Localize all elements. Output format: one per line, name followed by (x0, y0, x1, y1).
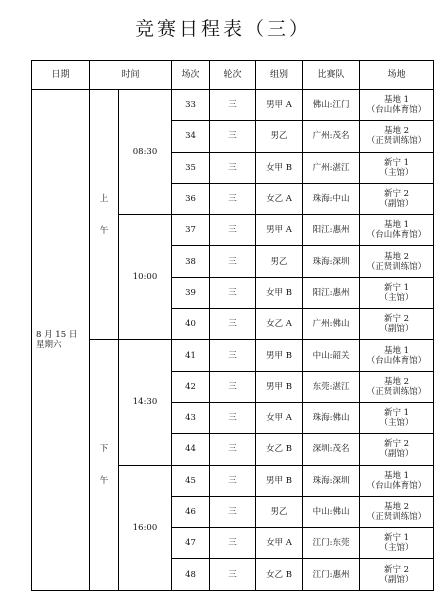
match-no: 44 (172, 434, 210, 465)
teams: 深圳:茂名 (303, 434, 360, 465)
venue (360, 559, 434, 590)
teams: 广州:湛江 (303, 152, 360, 183)
venue (360, 246, 434, 277)
period-am (90, 90, 119, 340)
period-am-char-2: 午 (99, 225, 109, 236)
group: 男甲 B (256, 340, 303, 371)
teams: 东莞:湛江 (303, 371, 360, 402)
match-no: 35 (172, 152, 210, 183)
venue-name: 基地 2 (383, 251, 410, 262)
match-no: 34 (172, 121, 210, 152)
teams: 江门:惠州 (303, 559, 360, 590)
match-no: 36 (172, 183, 210, 214)
match-no: 39 (172, 277, 210, 308)
venue-detail: （正贤训练馆） (366, 512, 427, 522)
teams: 中山:佛山 (303, 496, 360, 527)
group: 女甲 A (256, 528, 303, 559)
header-match-no: 场次 (172, 61, 210, 90)
match-no: 38 (172, 246, 210, 277)
teams: 广州:佛山 (303, 309, 360, 340)
venue-detail: （正贤训练馆） (366, 136, 427, 147)
venue (360, 371, 434, 402)
group: 女乙 A (256, 183, 303, 214)
date-cell (32, 90, 90, 591)
venue (360, 465, 434, 496)
header-teams: 比赛队 (303, 61, 360, 90)
venue-detail: （副馆） (379, 324, 414, 335)
match-no: 46 (172, 496, 210, 527)
venue-name: 基地 1 (383, 220, 410, 231)
venue-name: 新宁 1 (383, 282, 410, 293)
teams: 阳江:惠州 (303, 277, 360, 308)
header-time: 时间 (90, 61, 172, 90)
round: 三 (210, 559, 256, 590)
venue (360, 183, 434, 214)
group: 男甲 A (256, 90, 303, 121)
round: 三 (210, 215, 256, 246)
teams: 珠海:深圳 (303, 246, 360, 277)
venue-detail: （主馆） (379, 167, 414, 178)
round: 三 (210, 152, 256, 183)
round: 三 (210, 434, 256, 465)
venue-detail: （副馆） (379, 199, 414, 210)
match-no: 42 (172, 371, 210, 402)
round: 三 (210, 528, 256, 559)
group: 男乙 (256, 121, 303, 152)
teams: 江门:东莞 (303, 528, 360, 559)
venue-name: 新宁 1 (383, 533, 410, 544)
header-venue: 场地 (360, 61, 434, 90)
venue-detail: （正贤训练馆） (366, 386, 427, 397)
venue (360, 277, 434, 308)
venue (360, 496, 434, 527)
round: 三 (210, 496, 256, 527)
group: 男乙 (256, 246, 303, 277)
teams: 中山:韶关 (303, 340, 360, 371)
match-no: 40 (172, 309, 210, 340)
venue-detail: （台山体育馆） (366, 230, 427, 241)
match-no: 47 (172, 528, 210, 559)
round: 三 (210, 371, 256, 402)
match-no: 41 (172, 340, 210, 371)
round: 三 (210, 121, 256, 152)
teams: 广州:茂名 (303, 121, 360, 152)
group: 女甲 B (256, 152, 303, 183)
venue-name: 新宁 1 (383, 157, 410, 168)
round: 三 (210, 465, 256, 496)
time-slot: 14:30 (119, 340, 172, 465)
venue-name: 基地 2 (383, 502, 410, 512)
header-round: 轮次 (210, 61, 256, 90)
venue-detail: （正贤训练馆） (366, 261, 427, 272)
round: 三 (210, 246, 256, 277)
header-row (32, 61, 434, 90)
venue-name: 基地 1 (383, 470, 410, 481)
group: 男甲 A (256, 215, 303, 246)
match-no: 37 (172, 215, 210, 246)
period-pm-char-2: 午 (99, 476, 109, 487)
venue-detail: （主馆） (379, 418, 414, 429)
round: 三 (210, 309, 256, 340)
round: 三 (210, 277, 256, 308)
venue (360, 90, 434, 121)
period-pm-char-1: 下 (99, 444, 109, 455)
period-pm (90, 340, 119, 590)
round: 三 (210, 402, 256, 433)
table-row (32, 90, 434, 121)
period-am-char-1: 上 (99, 193, 109, 204)
venue (360, 152, 434, 183)
teams: 珠海:中山 (303, 183, 360, 214)
venue-name: 基地 1 (383, 345, 410, 356)
teams: 阳江:惠州 (303, 215, 360, 246)
venue (360, 215, 434, 246)
group: 女乙 A (256, 309, 303, 340)
venue-detail: （副馆） (379, 574, 414, 585)
venue-detail: （主馆） (379, 543, 414, 554)
round: 三 (210, 340, 256, 371)
time-slot: 08:30 (119, 90, 172, 215)
venue-detail: （台山体育馆） (366, 355, 427, 366)
venue-detail: （主馆） (379, 292, 414, 303)
venue (360, 121, 434, 152)
round: 三 (210, 183, 256, 214)
match-no: 48 (172, 559, 210, 590)
venue-name: 新宁 1 (383, 408, 410, 419)
match-no: 43 (172, 402, 210, 433)
group: 男甲 B (256, 371, 303, 402)
group: 男甲 B (256, 465, 303, 496)
venue (360, 402, 434, 433)
time-slot: 16:00 (119, 465, 172, 590)
venue (360, 434, 434, 465)
venue-name: 新宁 2 (383, 189, 410, 200)
round: 三 (210, 90, 256, 121)
group: 女乙 B (256, 434, 303, 465)
group: 女甲 B (256, 277, 303, 308)
venue-detail: （台山体育馆） (366, 105, 427, 116)
group: 女甲 A (256, 402, 303, 433)
header-group: 组别 (256, 61, 303, 90)
venue-detail: （台山体育馆） (366, 480, 427, 491)
date-weekday: 星期六 (36, 339, 62, 350)
date-day: 8 月 15 日 (36, 329, 78, 340)
teams: 珠海:深圳 (303, 465, 360, 496)
group: 女乙 B (256, 559, 303, 590)
venue (360, 309, 434, 340)
venue-name: 新宁 2 (383, 439, 410, 450)
match-no: 33 (172, 90, 210, 121)
header-date: 日期 (32, 61, 90, 90)
time-slot: 10:00 (119, 215, 172, 340)
table-row (32, 340, 434, 371)
venue-name: 基地 1 (383, 95, 410, 106)
venue-detail: （副馆） (379, 449, 414, 460)
schedule-table (31, 60, 434, 591)
page-title: 竞赛日程表（三） (134, 18, 311, 40)
group: 男乙 (256, 496, 303, 527)
venue (360, 528, 434, 559)
venue-name: 新宁 2 (383, 564, 410, 575)
venue (360, 340, 434, 371)
venue-name: 新宁 2 (383, 314, 410, 325)
venue-name: 基地 2 (383, 126, 410, 137)
teams: 佛山:江门 (303, 90, 360, 121)
venue-name: 基地 2 (383, 376, 410, 387)
teams: 珠海:佛山 (303, 402, 360, 433)
match-no: 45 (172, 465, 210, 496)
